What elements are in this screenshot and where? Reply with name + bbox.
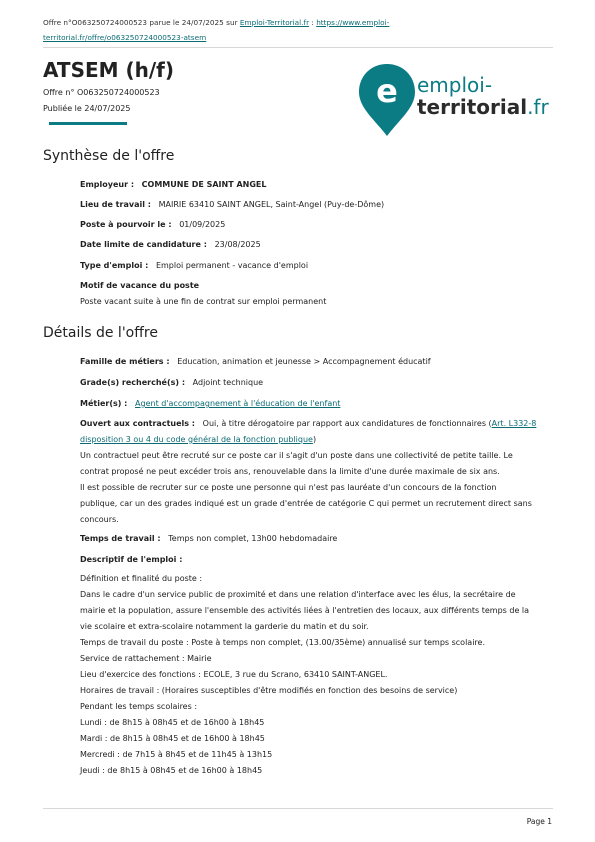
details-heading: Détails de l'offre — [43, 325, 158, 341]
site-link[interactable]: Emploi-Territorial.fr — [239, 18, 310, 27]
descriptif-line: Horaires de travail : (Horaires susceptibles d'être modifiés en fonction des besoins de service) — [80, 686, 458, 695]
logo-word-territorial: territorial — [417, 95, 528, 119]
employeur-row — [80, 177, 555, 193]
metier-link[interactable]: Agent d'accompagnement à l'éducation de l'enfant — [135, 399, 341, 408]
descriptif-line: Lundi : de 8h15 à 08h45 et de 16h00 à 18h45 — [80, 718, 265, 727]
date-limite-value: 23/08/2025 — [214, 240, 261, 249]
offer-url-link[interactable]: https://www.emploi-territorial.fr/offre/o063250724000523-atsem — [43, 18, 390, 42]
poste-label: Poste à pourvoir le : — [80, 220, 172, 229]
grade-label: Grade(s) recherché(s) : — [80, 378, 186, 387]
poste-value: 01/09/2025 — [179, 220, 226, 229]
contract-line: concours. — [80, 515, 119, 524]
source-note-prefix: Offre n°O063250724000523 parue le 24/07/2025 sur — [43, 18, 240, 27]
descriptif-line: Lieu d'exercice des fonctions : ECOLE, 3 rue du Scrano, 63410 SAINT-ANGEL. — [80, 670, 388, 679]
logo-tld: .fr — [527, 95, 549, 119]
page-number: Page 1 — [526, 817, 552, 826]
metier-label: Métier(s) : — [80, 399, 128, 408]
descriptif-row — [80, 552, 555, 568]
header-divider — [43, 47, 553, 48]
footer-divider — [43, 808, 553, 809]
grade-row — [80, 375, 555, 391]
lieu-label: Lieu de travail : — [80, 200, 151, 209]
lieu-row — [80, 197, 555, 213]
descriptif-line: mairie et la population, assure l'ensemble des activités liées à l'entretien des locaux, aux différents temps de la — [80, 606, 530, 615]
contract-line: Il est possible de recruter sur ce poste une personne qui n'est pas lauréate d'un concours de la fonction — [80, 483, 497, 492]
descriptif-line: vie scolaire et extra-scolaire notamment la garderie du matin et du soir. — [80, 622, 369, 631]
descriptif-line: Service de rattachement : Mairie — [80, 654, 212, 663]
descriptif-line: Jeudi : de 8h15 à 08h45 et de 16h00 à 18h45 — [80, 766, 263, 775]
lieu-value: MAIRIE 63410 SAINT ANGEL, Saint-Angel (Puy-de-Dôme) — [158, 200, 385, 209]
descriptif-body — [80, 571, 555, 779]
source-note — [43, 15, 423, 45]
descriptif-line: Temps de travail du poste : Poste à temps non complet, (13.00/35ème) annualisé sur temps scolaire. — [80, 638, 485, 647]
descriptif-line: Dans le cadre d'un service public de proximité et dans une relation d'interface avec les élus, la secrétaire de — [80, 590, 516, 599]
article-link[interactable]: Art. L332-8 — [491, 419, 537, 428]
page-title: ATSEM (h/f) — [43, 58, 175, 82]
logo-pin-letter: e — [376, 72, 398, 110]
contract-line: publique, car un des grades indiqué est un grade d'entrée de catégorie C qui permet un recrutement direct sans — [80, 499, 532, 508]
ouvert-row — [80, 416, 555, 448]
date-limite-label: Date limite de candidature : — [80, 240, 207, 249]
logo-line-2 — [417, 95, 549, 119]
temps-value: Temps non complet, 13h00 hebdomadaire — [168, 534, 338, 543]
temps-row — [80, 531, 555, 547]
source-note-separator: : — [309, 18, 317, 27]
contract-line: Un contractuel peut être recruté sur ce poste car il s'agit d'un poste dans une collectivité de petite taille. Le — [80, 451, 513, 460]
motif-row — [80, 278, 555, 310]
grade-value: Adjoint technique — [192, 378, 264, 387]
descriptif-line: Pendant les temps scolaires : — [80, 702, 198, 711]
type-emploi-label: Type d'emploi : — [80, 261, 149, 270]
employeur-label: Employeur : — [80, 180, 135, 189]
temps-label: Temps de travail : — [80, 534, 161, 543]
motif-label: Motif de vacance du poste — [80, 281, 200, 290]
employeur-value: COMMUNE DE SAINT ANGEL — [141, 180, 267, 189]
accent-bar — [49, 122, 127, 125]
logo-word-emploi: emploi- — [417, 73, 493, 97]
map-pin-icon — [359, 64, 415, 136]
famille-label: Famille de métiers : — [80, 357, 170, 366]
code-link[interactable]: disposition 3 ou 4 du code général de la fonction publique — [80, 435, 313, 444]
contract-paragraph — [80, 448, 555, 528]
famille-row — [80, 354, 555, 370]
type-emploi-row — [80, 258, 555, 274]
ouvert-label: Ouvert aux contractuels : — [80, 419, 196, 428]
date-limite-row — [80, 237, 555, 253]
motif-value: Poste vacant suite à une fin de contrat sur emploi permanent — [80, 297, 327, 306]
famille-value: Education, animation et jeunesse > Accompagnement éducatif — [177, 357, 431, 366]
poste-row — [80, 217, 555, 233]
ouvert-value: Oui, à titre dérogatoire par rapport aux candidatures de fonctionnaires ( — [202, 419, 492, 428]
type-emploi-value: Emploi permanent - vacance d'emploi — [155, 261, 309, 270]
emploi-territorial-logo — [357, 62, 557, 138]
ouvert-close: ) — [312, 435, 317, 444]
descriptif-line: Mardi : de 8h15 à 08h45 et de 16h00 à 18h45 — [80, 734, 265, 743]
descriptif-line: Définition et finalité du poste : — [80, 574, 203, 583]
descriptif-label: Descriptif de l'emploi : — [80, 555, 183, 564]
synthese-heading: Synthèse de l'offre — [43, 148, 175, 164]
metier-row — [80, 396, 555, 412]
publication-date: Publiée le 24/07/2025 — [43, 104, 131, 113]
descriptif-line: Mercredi : de 7h15 à 8h45 et de 11h45 à 13h15 — [80, 750, 273, 759]
offer-number: Offre n° O063250724000523 — [43, 88, 160, 97]
contract-line: contrat proposé ne peut excéder trois ans, renouvelable dans la limite d'une durée maximale de six ans. — [80, 467, 500, 476]
